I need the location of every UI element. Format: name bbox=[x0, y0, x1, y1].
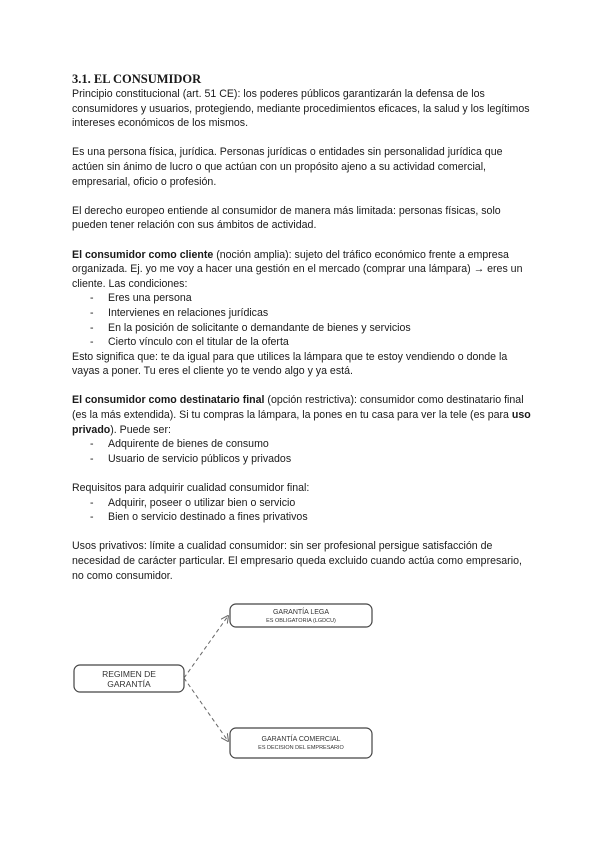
garantia-diagram bbox=[70, 598, 380, 768]
root-label-line2: GARANTÍA bbox=[107, 679, 151, 689]
final-bold2: uso privado bbox=[72, 409, 531, 436]
cliente-bold: El consumidor como cliente bbox=[72, 248, 214, 261]
requisitos-list bbox=[72, 496, 532, 525]
final-text2: ). Puede ser: bbox=[110, 423, 171, 436]
list-item: - Adquirente de bienes de consumo bbox=[72, 437, 532, 452]
final-paragraph bbox=[72, 393, 532, 437]
cliente-after-paragraph: Esto significa que: te da igual para que utilices la lámpara que te estoy vendiendo o donde la vayas a poner. Tu eres el cliente yo te vendo algo y ya está. bbox=[72, 350, 508, 378]
final-text1: (opción restrictiva): consumidor como destinatario final (es la más extendida). Si tu compras la lámpara, la pones en tu casa para ver la tele (es para bbox=[72, 394, 524, 422]
final-list bbox=[72, 437, 532, 466]
cliente-list bbox=[72, 291, 532, 349]
root-label-line1: REGIMEN DE bbox=[102, 669, 156, 679]
list-item: - En la posición de solicitante o demandante de bienes y servicios bbox=[72, 321, 532, 336]
section-heading: 3.1. EL CONSUMIDOR bbox=[72, 72, 202, 86]
list-item: - Cierto vínculo con el titular de la oferta bbox=[72, 335, 532, 350]
usos-paragraph: Usos privativos: límite a cualidad consumidor: sin ser profesional persigue satisfacción de necesidad de carácter particular. El empresario queda excluido cuando actúa como empresario, no como consumidor. bbox=[72, 540, 522, 582]
list-item: - Adquirir, poseer o utilizar bien o servicio bbox=[72, 496, 532, 511]
garantia-legal-sub: ES OBLIGATORIA (LGDCU) bbox=[266, 618, 336, 624]
arrow-to-comercial bbox=[184, 678, 228, 741]
list-item: - Usuario de servicio públicos y privados bbox=[72, 452, 532, 467]
cliente-paragraph bbox=[72, 248, 532, 292]
persona-paragraph: Es una persona física, jurídica. Personas jurídicas o entidades sin personalidad jurídica que actúen sin ánimo de lucro o que actúan con un propósito ajeno a su actividad comercial, empresarial, oficio o profesión. bbox=[72, 146, 503, 188]
garantia-comercial-sub: ES DECISION DEL EMPRESARIO bbox=[258, 745, 344, 751]
garantia-comercial-title: GARANTÍA COMERCIAL bbox=[261, 736, 341, 743]
list-item: - Eres una persona bbox=[72, 291, 532, 306]
garantia-legal-title: GARANTÍA LEGA bbox=[272, 609, 330, 616]
list-item: - Bien o servicio destinado a fines privativos bbox=[72, 510, 532, 525]
document-page bbox=[72, 72, 532, 583]
list-item: - Intervienes en relaciones jurídicas bbox=[72, 306, 532, 321]
cliente-text: (noción amplia): sujeto del tráfico económico frente a empresa organizada. Ej. yo me voy a hacer una gestión en el mercado (comprar una lámpara) → eres un cliente. Las condiciones: bbox=[72, 248, 523, 290]
requisitos-paragraph: Requisitos para adquirir cualidad consumidor final: bbox=[72, 482, 310, 495]
arrow-to-legal bbox=[184, 616, 228, 678]
final-bold: El consumidor como destinatario final bbox=[72, 394, 265, 407]
intro-paragraph: Principio constitucional (art. 51 CE): los poderes públicos garantizarán la defensa de los consumidores y usuarios, protegiendo, mediante procedimientos eficaces, la salud y los legítimos intereses económicos de los mismos. bbox=[72, 88, 530, 130]
europeo-paragraph: El derecho europeo entiende al consumidor de manera más limitada: personas físicas, solo pueden tener relación con sus ámbitos de actividad. bbox=[72, 204, 501, 232]
garantia-comercial-box bbox=[230, 728, 372, 758]
